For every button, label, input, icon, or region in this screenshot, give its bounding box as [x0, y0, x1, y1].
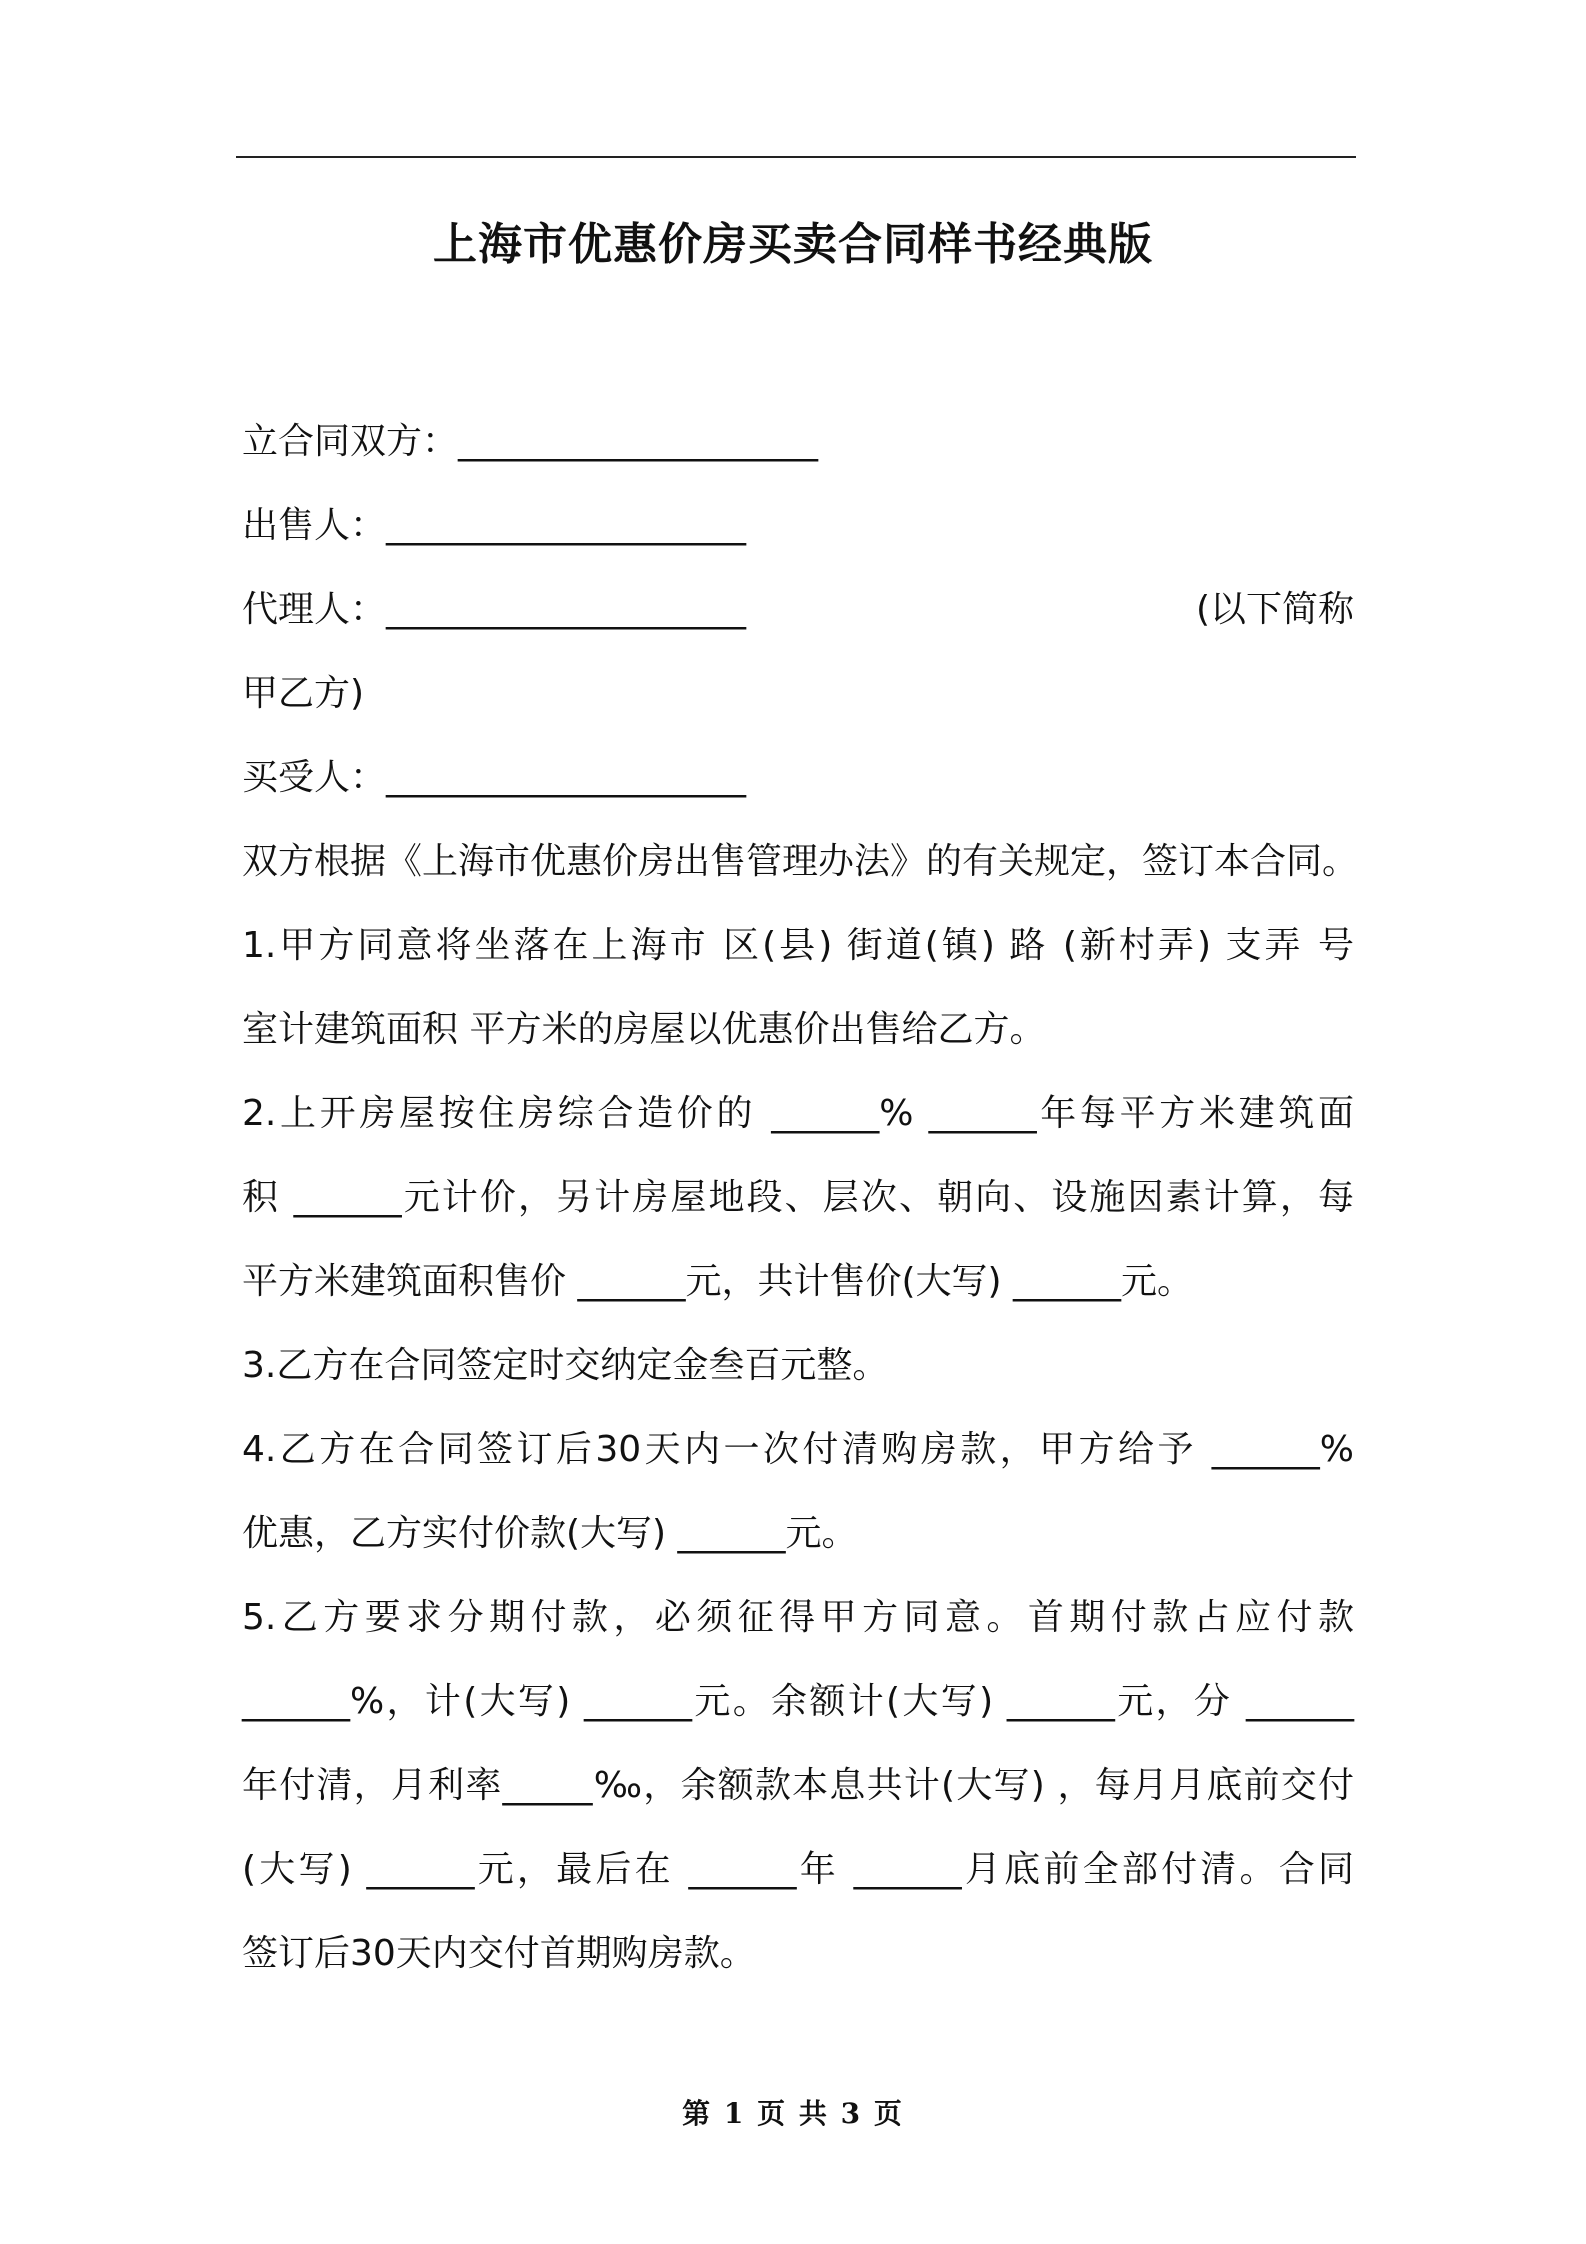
clause-2-line-3: 平方米建筑面积售价 ______元，共计售价(大写) ______元。	[242, 1261, 1193, 1302]
agent-line	[242, 568, 1354, 652]
clause-5-line-2: ______%，计(大写) ______元。余额计(大写) ______元，分 ______	[242, 1681, 1354, 1722]
document-title: 上海市优惠价房买卖合同样书经典版	[433, 219, 1153, 270]
page-number: 第 1 页 共 3 页	[682, 2097, 904, 2130]
clause-1-line-2: 室计建筑面积 平方米的房屋以优惠价出售给乙方。	[242, 1009, 1046, 1050]
seller-line: 出售人：____________________	[242, 505, 747, 546]
clause-2-line-2: 积 ______元计价，另计房屋地段、层次、朝向、设施因素计算，每	[242, 1177, 1354, 1218]
clause-3: 3.乙方在合同签定时交纳定金叁百元整。	[242, 1345, 889, 1386]
parties-abbrev-line: 甲乙方)	[242, 673, 365, 714]
clause-5-line-1: 5.乙方要求分期付款，必须征得甲方同意。首期付款占应付款	[242, 1597, 1354, 1638]
agent-label: 代理人：____________________	[242, 589, 747, 630]
clause-5-line-5: 签订后30天内交付首期购房款。	[242, 1933, 756, 1974]
buyer-line: 买受人：____________________	[242, 757, 747, 798]
clause-5-line-4: (大写) ______元，最后在 ______年 ______月底前全部付清。合同	[242, 1849, 1354, 1890]
clause-2-line-1: 2.上开房屋按住房综合造价的 ______% ______年每平方米建筑面	[242, 1093, 1354, 1134]
contract-parties-line: 立合同双方：____________________	[242, 421, 819, 462]
contract-body	[242, 400, 1359, 1996]
clause-5-line-3: 年付清，月利率_____‰，余额款本息共计(大写) ，每月月底前交付	[242, 1765, 1354, 1806]
clause-1-line-1: 1.甲方同意将坐落在上海市 区(县) 街道(镇) 路 (新村弄) 支弄 号	[242, 925, 1354, 966]
agent-note: (以下简称	[1195, 589, 1354, 630]
preamble-paragraph: 双方根据《上海市优惠价房出售管理办法》的有关规定，签订本合同。	[242, 841, 1359, 882]
header-rule	[236, 156, 1356, 158]
clause-4-line-2: 优惠，乙方实付价款(大写) ______元。	[242, 1513, 858, 1554]
clause-4-line-1: 4.乙方在合同签订后30天内一次付清购房款，甲方给予 ______%	[242, 1429, 1354, 1470]
